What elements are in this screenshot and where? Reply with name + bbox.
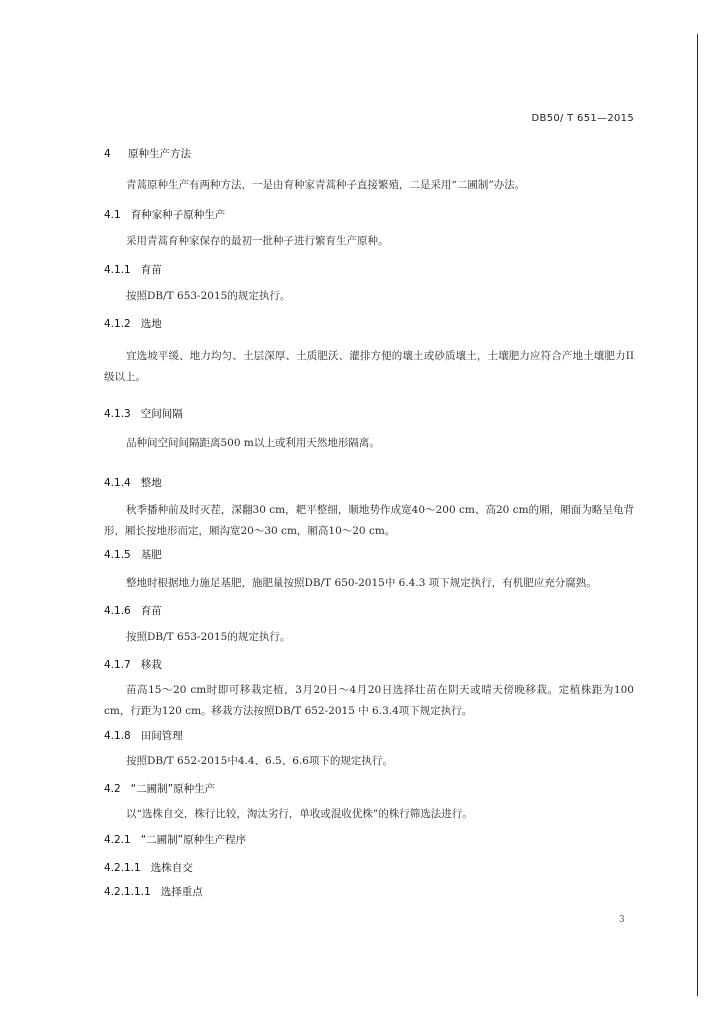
section-heading	[104, 262, 162, 277]
section-number: 4.1.3	[104, 408, 131, 420]
paragraph: 整地时根据地力施足基肥，施肥量按照DB/T 650-2015中 6.4.3 项下规定执行，有机肥应充分腐熟。	[126, 577, 597, 589]
section-heading	[104, 781, 215, 796]
paragraph: 按照DB/T 652-2015中4.4、6.5、6.6项下的规定执行。	[126, 755, 393, 767]
page-number: 3	[619, 915, 625, 925]
section-number: 4.2.1	[104, 834, 131, 846]
section-title: 选择重点	[160, 886, 203, 898]
section-heading	[104, 832, 246, 847]
section-number: 4.1.1	[104, 264, 131, 276]
section-heading	[104, 207, 225, 222]
scan-edge-line	[697, 34, 698, 996]
section-title: 原种生产方法	[128, 148, 191, 160]
section-heading	[104, 146, 191, 161]
paragraph: 秋季播种前及时灭茬，深翻30 cm，耙平整细，顺地势作成宽40～200 cm、高20 cm的厢，厢面为略呈龟背形，厢长按地形而定，厢沟宽20～30 cm，厢高10～20 cm。	[104, 504, 634, 537]
section-title: “二圃制”原种生产程序	[140, 834, 247, 846]
section-heading	[104, 884, 203, 899]
section-number: 4.1.5	[104, 549, 131, 561]
section-heading	[104, 603, 162, 618]
section-heading	[104, 728, 183, 743]
section-title: 育苗	[140, 605, 162, 617]
section-number: 4.2.1.1.1	[104, 886, 151, 898]
section-number: 4.1.2	[104, 318, 131, 330]
section-number: 4	[104, 148, 111, 160]
section-title: 选地	[140, 318, 162, 330]
section-number: 4.1.4	[104, 477, 131, 489]
paragraph: 青蒿原种生产有两种方法，一是由育种家青蒿种子直接繁殖，二是采用“二圃制”办法。	[126, 179, 526, 191]
paragraph: 宜选坡平缓、地力均匀、土层深厚、土质肥沃、灌排方便的壤土或砂质壤土，土壤肥力应符合产地土壤肥力II级以上。	[104, 350, 634, 383]
paragraph: 采用青蒿育种家保存的最初一批种子进行繁育生产原种。	[126, 235, 389, 247]
section-number: 4.2.1.1	[104, 862, 141, 874]
section-heading	[104, 316, 162, 331]
section-number: 4.1.7	[104, 659, 131, 671]
section-title: 整地	[140, 477, 162, 489]
section-title: 空间间隔	[140, 408, 183, 420]
section-title: 选株自交	[150, 862, 193, 874]
paragraph: 品种间空间间隔距离500 m以上或利用天然地形隔离。	[126, 437, 380, 449]
section-heading	[104, 547, 162, 562]
section-number: 4.1.6	[104, 605, 131, 617]
paragraph: 按照DB/T 653-2015的规定执行。	[126, 631, 291, 643]
section-heading	[104, 475, 162, 490]
section-heading	[104, 860, 193, 875]
section-heading	[104, 406, 183, 421]
section-title: 基肥	[140, 549, 162, 561]
section-title: 移栽	[140, 659, 162, 671]
paragraph: 按照DB/T 653-2015的规定执行。	[126, 290, 291, 302]
paragraph: 以“选株自交，株行比较，淘汰劣行，单收或混收优株”的株行筛选法进行。	[126, 808, 473, 820]
section-title: “二圃制”原种生产	[130, 783, 216, 795]
paragraph: 苗高15～20 cm时即可移栽定植，3月20日～4月20日选择壮苗在阴天或晴天傍晚移栽。定植株距为100 cm，行距为120 cm。移栽方法按照DB/T 652-2015 中 6.3.4项下规定执行。	[104, 684, 634, 717]
section-title: 育种家种子原种生产	[130, 209, 226, 221]
section-heading	[104, 657, 162, 672]
section-title: 田间管理	[140, 730, 183, 742]
section-number: 4.1	[104, 209, 121, 221]
section-number: 4.1.8	[104, 730, 131, 742]
section-title: 育苗	[140, 264, 162, 276]
standard-code: DB50/ T 651—2015	[531, 113, 634, 124]
section-number: 4.2	[104, 783, 121, 795]
